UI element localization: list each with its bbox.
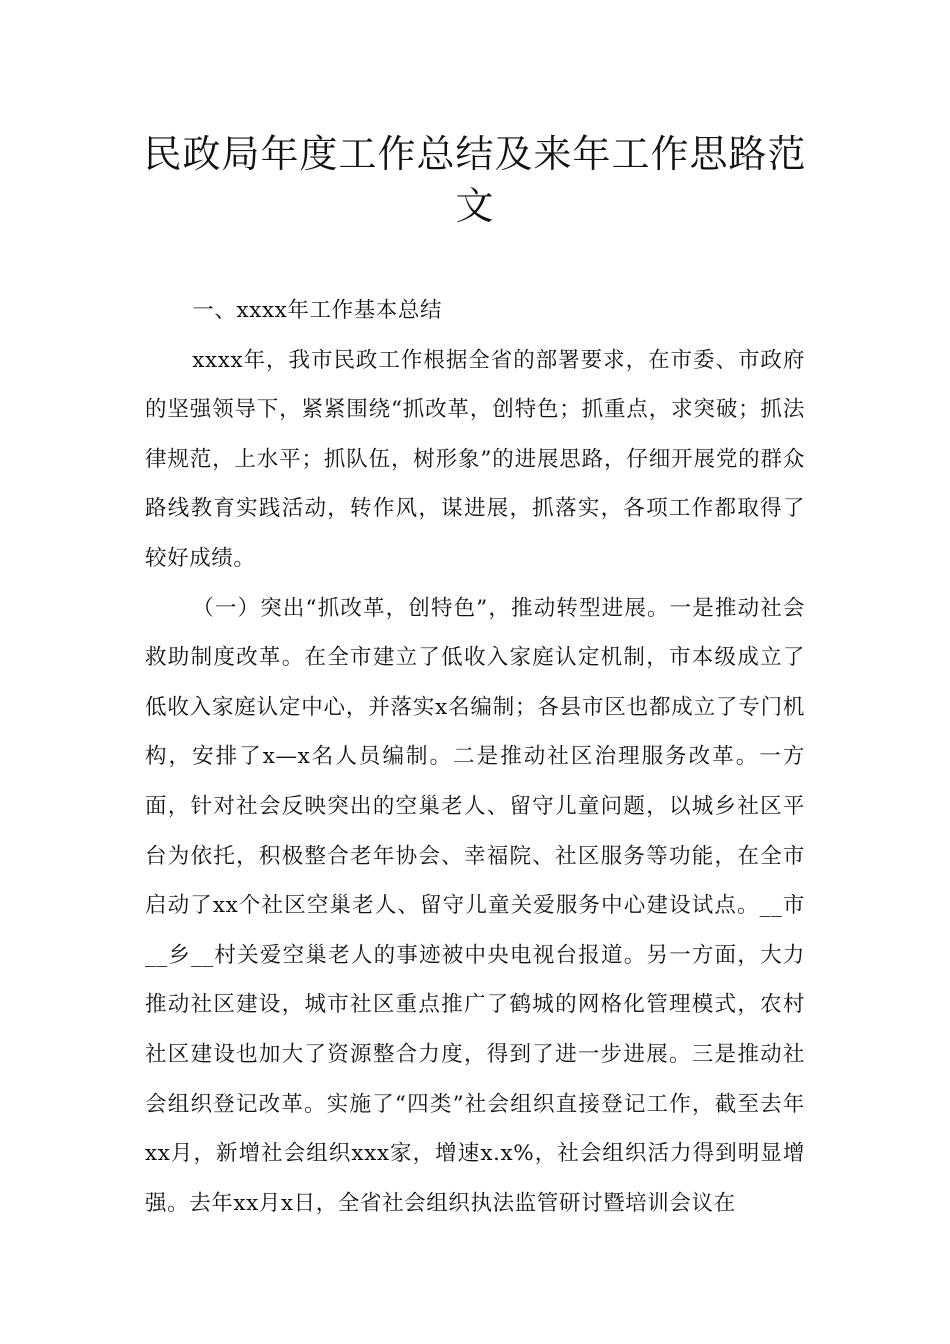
- document-body: [145, 286, 805, 1228]
- document-title: 民政局年度工作总结及来年工作思路范文: [143, 132, 807, 228]
- body-paragraph: xxxx年，我市民政工作根据全省的部署要求，在市委、市政府的坚强领导下，紧紧围绕“抓改革，创特色；抓重点，求突破；抓法律规范，上水平；抓队伍，树形象”的进展思路，仔细开展党的群众路线教育实践活动，转作风，谋进展，抓落实，各项工作都取得了较好成绩。: [145, 347, 805, 571]
- body-paragraph: （一）突出“抓改革，创特色”，推动转型进展。一是推动社会救助制度改革。在全市建立了低收入家庭认定机制，市本级成立了低收入家庭认定中心，并落实x名编制；各县市区也都成立了专门机构，安排了x—x名人员编制。二是推动社区治理服务改革。一方面，针对社会反映突出的空巢老人、留守儿童问题，以城乡社区平台为依托，积极整合老年协会、幸福院、社区服务等功能，在全市启动了xx个社区空巢老人、留守儿童关爱服务中心建设试点。__市__乡__村关爱空巢老人的事迹被中央电视台报道。另一方面，大力推动社区建设，城市社区重点推广了鹤城的网格化管理模式，农村社区建设也加大了资源整合力度，得到了进一步进展。三是推动社会组织登记改革。实施了“四类”社会组织直接登记工作，截至去年xx月，新增社会组织xxx家，增速x.x%，社会组织活力得到明显增强。去年xx月x日，全省社会组织执法监管研讨暨培训会议在: [145, 595, 805, 1216]
- section-heading: 一、xxxx年工作基本总结: [192, 298, 443, 323]
